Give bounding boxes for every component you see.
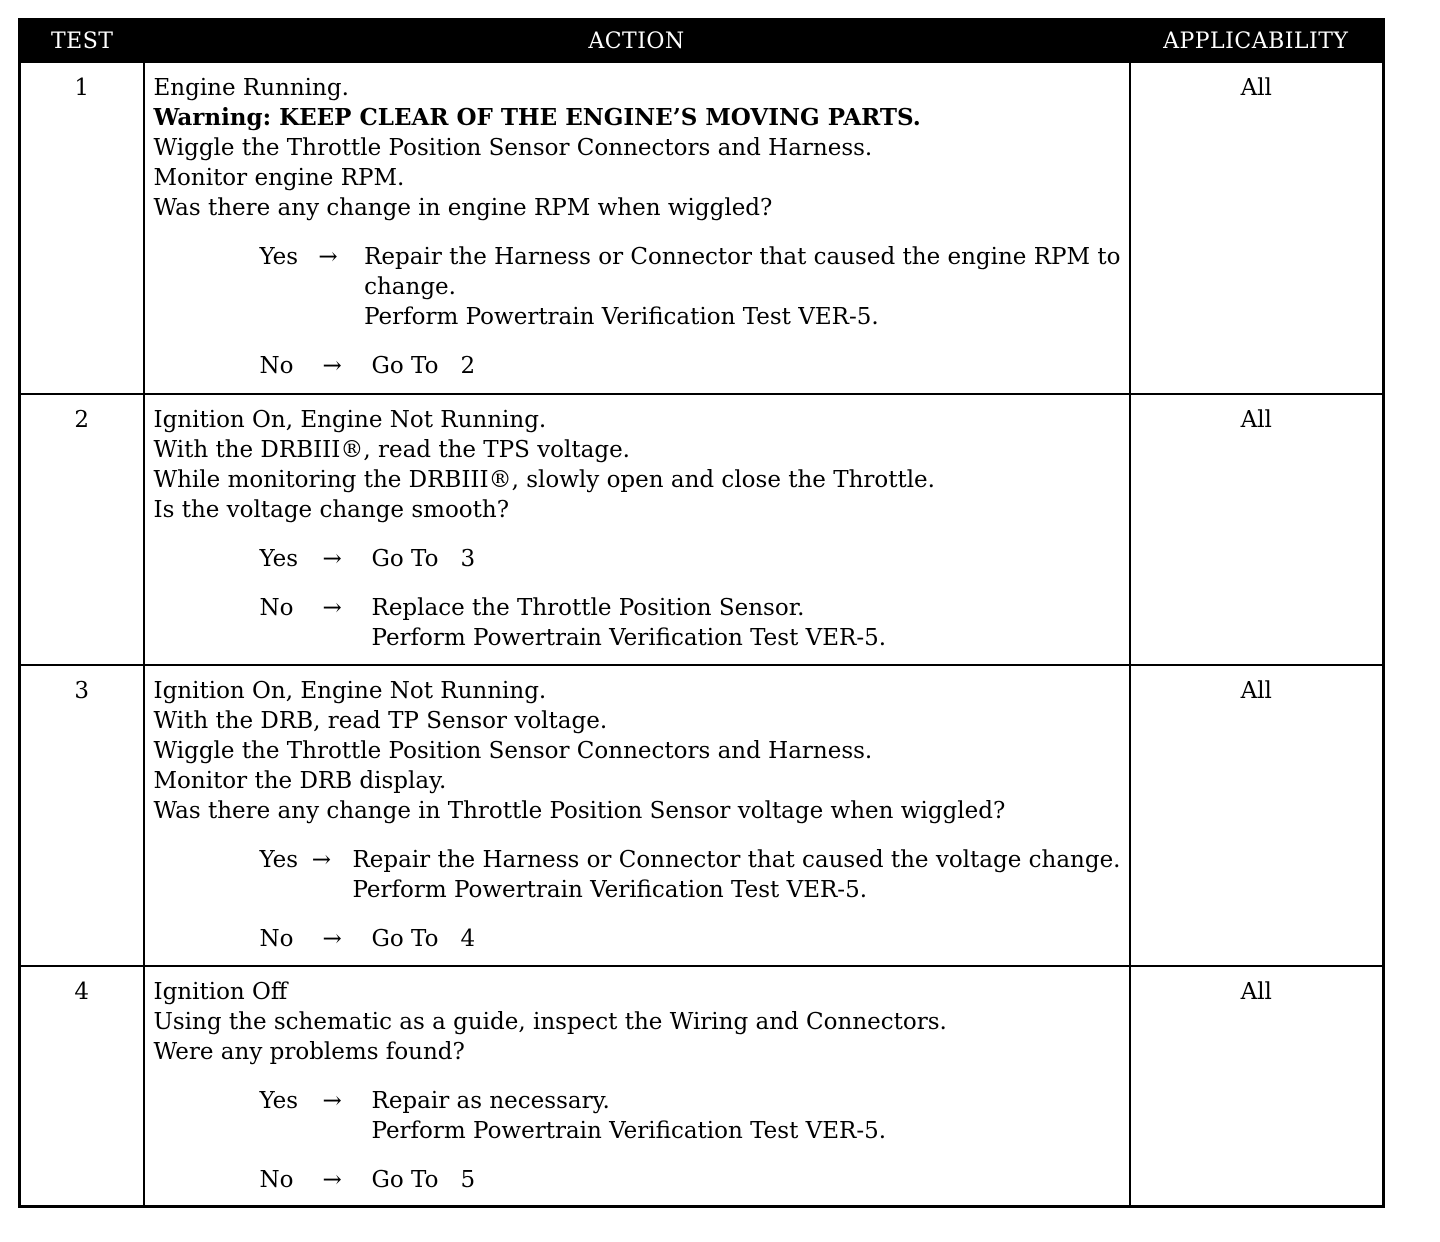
header-row <box>20 20 1384 63</box>
test-number: 4 <box>20 966 144 1206</box>
goto-number: 5 <box>460 1167 476 1193</box>
result-line: Repair the Harness or Connector that caused the engine RPM to <box>364 244 1121 270</box>
step-text: With the DRBIII®, read the TPS voltage. <box>153 437 630 463</box>
step-text: With the DRB, read TP Sensor voltage. <box>153 708 608 734</box>
applicability-cell: All <box>1130 394 1384 665</box>
result-line: Replace the Throttle Position Sensor. <box>371 595 805 621</box>
warning-text: Warning: KEEP CLEAR OF THE ENGINE’S MOVING PARTS. <box>153 104 921 131</box>
no-outcome <box>154 1165 1121 1195</box>
result-line: Perform Powertrain Verification Test VER-5. <box>371 1118 887 1144</box>
test-number: 1 <box>20 62 144 394</box>
goto-text: Go To <box>371 546 439 572</box>
step-text: Wiggle the Throttle Position Sensor Connectors and Harness. <box>153 738 873 764</box>
arrow-icon: → <box>322 1088 342 1114</box>
action-cell <box>144 665 1130 966</box>
result-line: Repair as necessary. <box>371 1088 610 1114</box>
yes-result <box>372 544 1121 574</box>
yes-outcome <box>154 242 1121 332</box>
diagnostic-test-table <box>18 18 1385 1208</box>
test-number: 2 <box>20 394 144 665</box>
table-row <box>20 394 1384 665</box>
step-text: Wiggle the Throttle Position Sensor Connectors and Harness. <box>153 135 873 161</box>
result-line: Perform Powertrain Verification Test VER-5. <box>352 877 868 903</box>
no-result <box>372 924 1121 954</box>
applicability-cell: All <box>1130 62 1384 394</box>
no-label: No <box>259 1167 294 1193</box>
arrow-icon: → <box>322 546 342 572</box>
no-result <box>372 593 1121 653</box>
arrow-icon: → <box>318 244 338 270</box>
table-row <box>20 966 1384 1206</box>
yes-outcome <box>154 845 1121 905</box>
goto-text: Go To <box>371 926 439 952</box>
step-text: Monitor the DRB display. <box>153 768 447 794</box>
no-label: No <box>259 926 294 952</box>
goto-text: Go To <box>371 353 439 379</box>
result-line: Perform Powertrain Verification Test VER-5. <box>364 304 879 330</box>
step-text: Was there any change in engine RPM when wiggled? <box>153 195 773 221</box>
applicability-cell: All <box>1130 665 1384 966</box>
applicability-cell: All <box>1130 966 1384 1206</box>
step-text: Was there any change in Throttle Position Sensor voltage when wiggled? <box>153 798 1006 824</box>
table-row <box>20 665 1384 966</box>
yes-outcome <box>154 1086 1121 1146</box>
arrow-icon: → <box>322 1167 342 1193</box>
test-number: 3 <box>20 665 144 966</box>
action-cell <box>144 62 1130 394</box>
no-result <box>372 351 1121 381</box>
arrow-icon: → <box>322 353 342 379</box>
arrow-icon: → <box>311 847 332 873</box>
step-text: Is the voltage change smooth? <box>153 497 510 523</box>
result-line: Perform Powertrain Verification Test VER-5. <box>371 625 887 651</box>
header-action: ACTION <box>144 20 1130 63</box>
action-cell <box>144 394 1130 665</box>
action-cell <box>144 966 1130 1206</box>
yes-result <box>352 845 1120 905</box>
yes-label: Yes <box>259 1088 299 1114</box>
step-text: Were any problems found? <box>153 1039 465 1065</box>
no-label: No <box>259 353 294 379</box>
goto-number: 4 <box>460 926 476 952</box>
step-text: Engine Running. <box>153 75 349 101</box>
goto-text: Go To <box>371 1167 439 1193</box>
yes-result <box>372 1086 1121 1146</box>
yes-label: Yes <box>259 546 299 572</box>
header-test: TEST <box>20 20 144 63</box>
step-text: While monitoring the DRBIII®, slowly open and close the Throttle. <box>153 467 935 493</box>
step-text: Ignition Off <box>153 979 288 1005</box>
step-text: Ignition On, Engine Not Running. <box>153 407 547 433</box>
step-text: Using the schematic as a guide, inspect the Wiring and Connectors. <box>153 1009 947 1035</box>
no-outcome <box>154 924 1121 954</box>
arrow-icon: → <box>322 595 342 621</box>
no-label: No <box>259 595 294 621</box>
result-line: change. <box>364 274 456 300</box>
yes-result <box>364 242 1120 332</box>
no-result <box>372 1165 1121 1195</box>
header-applicability: APPLICABILITY <box>1130 20 1384 63</box>
goto-number: 2 <box>460 353 476 379</box>
yes-label: Yes <box>259 244 299 270</box>
arrow-icon: → <box>322 926 342 952</box>
step-text: Monitor engine RPM. <box>153 165 405 191</box>
yes-outcome <box>154 544 1121 574</box>
goto-number: 3 <box>460 546 476 572</box>
no-outcome <box>154 351 1121 381</box>
table-row <box>20 62 1384 394</box>
no-outcome <box>154 593 1121 653</box>
step-text: Ignition On, Engine Not Running. <box>153 678 547 704</box>
yes-label: Yes <box>259 847 299 873</box>
result-line: Repair the Harness or Connector that caused the voltage change. <box>352 847 1121 873</box>
